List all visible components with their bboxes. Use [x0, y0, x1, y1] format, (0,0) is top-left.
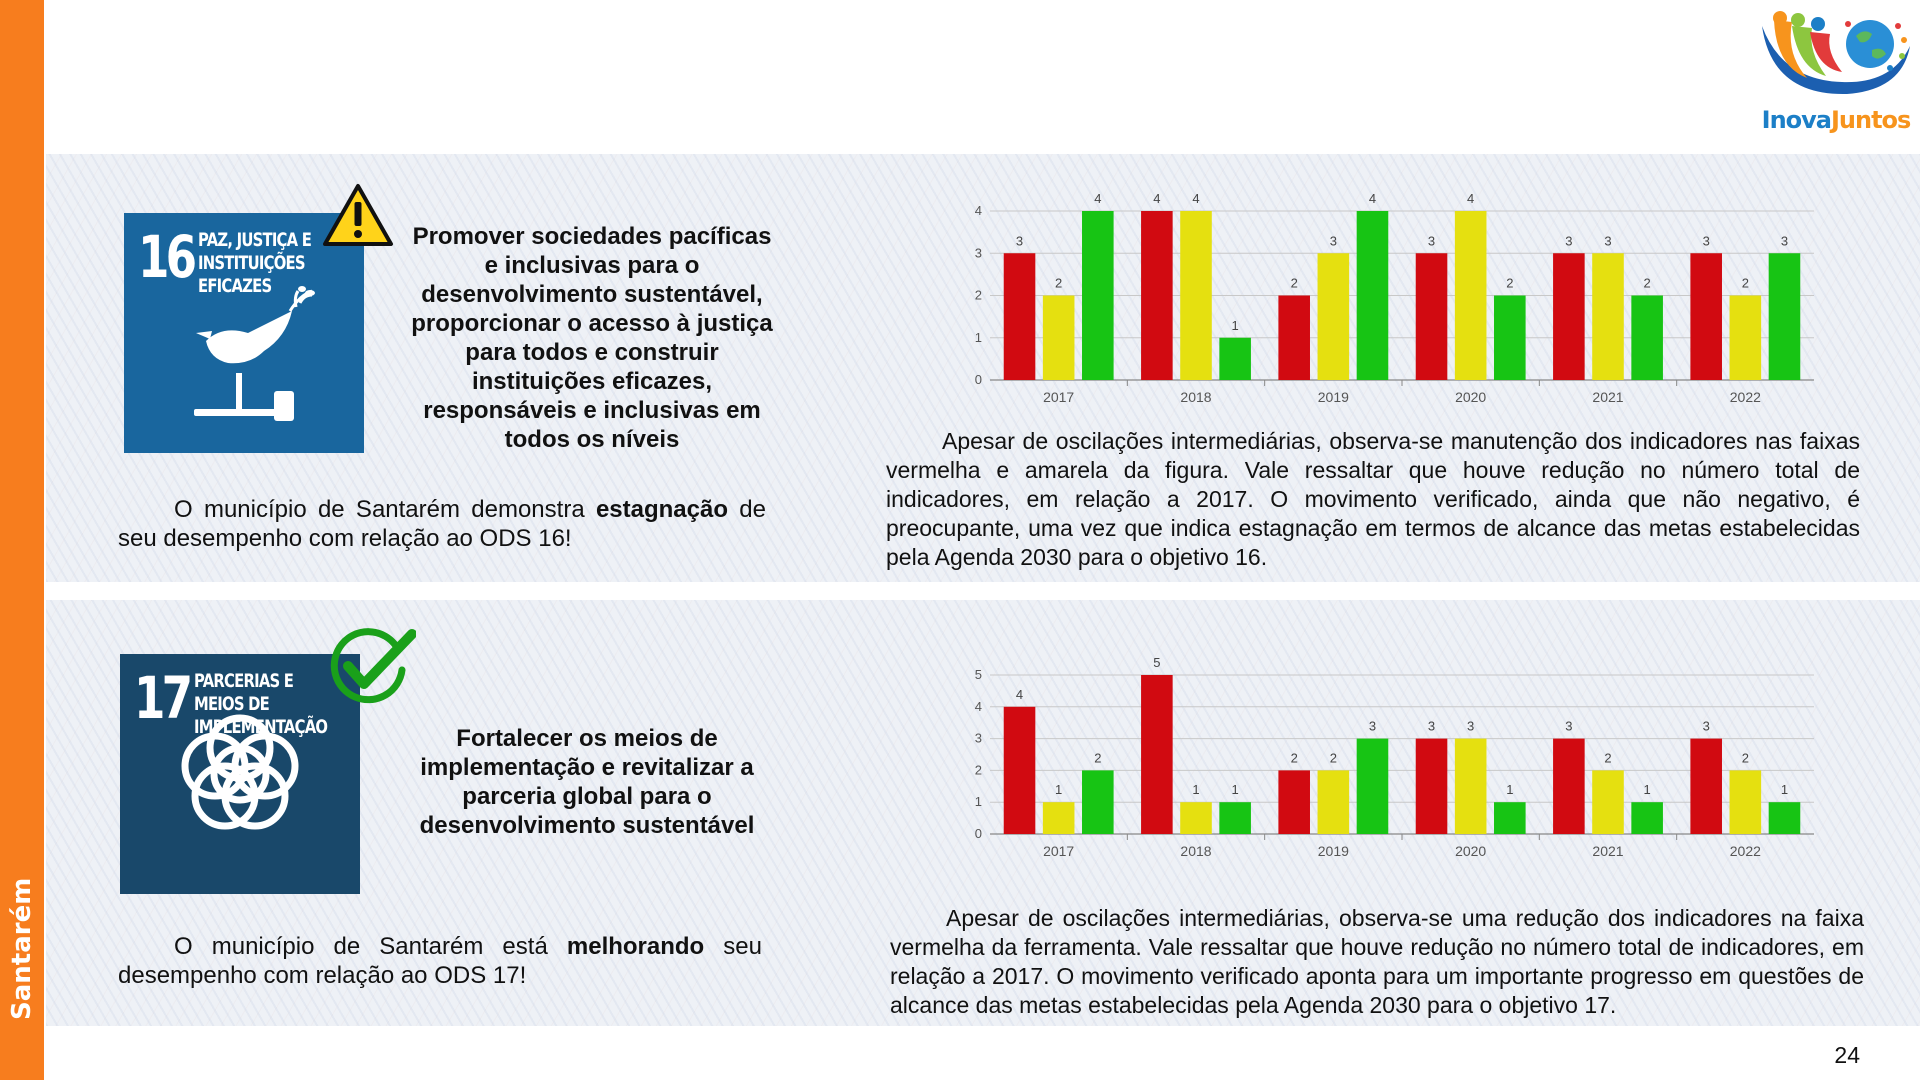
y-tick-label: 0 — [974, 372, 982, 387]
data-label: 1 — [1643, 782, 1651, 798]
bar — [1043, 296, 1075, 381]
dove-gavel-icon — [124, 213, 364, 453]
ods17-analysis-text: Apesar de oscilações intermediárias, observa-se uma redução dos indicadores na faixa vermelha da ferramenta. Vale ressaltar que houve redução no número total de indicadores, em relação a 2017. O movimento verificado aponta para um importante progresso em questões de alcance das metas estabelecidas pela Agenda 2030 para o objetivo 17. — [890, 905, 1864, 1018]
bar — [1769, 802, 1801, 834]
data-label: 2 — [1290, 275, 1298, 291]
data-label: 3 — [1329, 233, 1337, 249]
y-tick-label: 3 — [974, 730, 982, 746]
x-tick-label: 2019 — [1317, 389, 1349, 405]
data-label: 4 — [1094, 191, 1102, 206]
data-label: 4 — [1153, 191, 1161, 206]
bar — [1043, 802, 1075, 834]
y-tick-label: 1 — [974, 329, 982, 345]
x-tick-label: 2022 — [1729, 389, 1761, 405]
sdg17-number: 17 — [134, 664, 190, 732]
sdg16-number: 16 — [138, 223, 194, 291]
ods17-status-word: melhorando — [566, 933, 705, 960]
data-label: 3 — [1565, 233, 1573, 249]
bar — [1592, 253, 1624, 380]
bar — [1769, 253, 1801, 380]
bar — [1494, 802, 1526, 834]
ods16-goal-text: Promover sociedades pacíficas e inclusivas para o desenvolvimento sustentável, proporcionar o acesso à justiça para todos e construir instituições eficazes, responsáveis e inclusivas em todos os níveis — [411, 223, 773, 453]
ods16-analysis-text: Apesar de oscilações intermediárias, observa-se manutenção dos indicadores nas faixas vermelha e amarela da figura. Vale ressaltar que houve redução no número total de indicadores, em relação a 2017. O movimento verificado, ainda que não negativo, é preocupante, uma vez que indica estagnação em termos de alcance das metas estabelecidas pela Agenda 2030 para o objetivo 16. — [886, 428, 1860, 570]
ods17-summary-end: seu desempenho com relação ao ODS 17! — [118, 933, 762, 989]
bar — [1553, 739, 1585, 834]
bar — [1180, 802, 1212, 834]
ods17-goal-text: Fortalecer os meios de implementação e revitalizar a parceria global para o desenvolvimento sustentável — [419, 725, 755, 839]
bar — [1455, 211, 1487, 380]
bar — [1141, 675, 1173, 834]
bar — [1494, 296, 1526, 381]
x-tick-label: 2020 — [1455, 843, 1487, 859]
data-label: 3 — [1015, 233, 1024, 249]
logo-text-juntos: Juntos — [1830, 106, 1911, 134]
data-label: 3 — [1427, 718, 1436, 734]
data-label: 2 — [1741, 275, 1749, 291]
x-tick-label: 2018 — [1180, 389, 1212, 405]
data-label: 2 — [1329, 750, 1337, 766]
logo-graphic — [1752, 6, 1920, 110]
data-label: 2 — [1055, 275, 1063, 291]
data-label: 3 — [1702, 718, 1710, 734]
ods17-summary-start: O município de Santarém está — [174, 933, 567, 960]
bar — [1592, 770, 1624, 834]
inova-juntos-logo — [1752, 6, 1920, 142]
y-tick-label: 1 — [974, 794, 982, 810]
y-tick-label: 4 — [974, 698, 982, 714]
data-label: 4 — [1015, 686, 1024, 702]
data-label: 2 — [1094, 750, 1102, 766]
x-tick-label: 2021 — [1592, 843, 1624, 859]
bar — [1357, 739, 1389, 834]
bar — [1730, 770, 1762, 834]
y-tick-label: 0 — [974, 826, 982, 841]
data-label: 4 — [1467, 191, 1475, 206]
data-label: 2 — [1604, 750, 1612, 766]
x-tick-label: 2017 — [1043, 389, 1075, 405]
bar — [1278, 770, 1310, 834]
bar — [1318, 253, 1350, 380]
bar — [1690, 739, 1722, 834]
bar — [1082, 770, 1114, 834]
data-label: 3 — [1467, 718, 1475, 734]
bar — [1690, 253, 1722, 380]
x-tick-label: 2020 — [1455, 389, 1487, 405]
data-label: 4 — [1368, 191, 1377, 206]
sdg17-icon-tile — [120, 654, 360, 894]
sdg16-title: PAZ, JUSTIÇA E INSTITUIÇÕES EFICAZES — [198, 229, 312, 297]
warning-icon — [322, 182, 394, 248]
bar — [1004, 707, 1036, 834]
x-tick-label: 2022 — [1729, 843, 1761, 859]
data-label: 1 — [1055, 782, 1063, 798]
data-label: 5 — [1153, 655, 1161, 670]
bar — [1082, 211, 1114, 380]
data-label: 3 — [1427, 233, 1436, 249]
bar — [1004, 253, 1036, 380]
ods17-summary — [118, 932, 762, 990]
ods17-bar-chart — [950, 646, 1820, 862]
sdg16-icon-tile — [124, 213, 364, 453]
x-tick-label: 2017 — [1043, 843, 1075, 859]
checkmark-icon — [330, 628, 416, 708]
bar — [1318, 770, 1350, 834]
data-label: 3 — [1604, 233, 1612, 249]
y-tick-label: 4 — [974, 203, 982, 218]
data-label: 2 — [1741, 750, 1749, 766]
bar — [1278, 296, 1310, 381]
ods16-summary-end: de seu desempenho com relação ao ODS 16! — [118, 496, 766, 552]
y-tick-label: 2 — [974, 762, 982, 778]
bar — [1357, 211, 1389, 380]
ods16-summary — [118, 495, 766, 553]
data-label: 3 — [1702, 233, 1710, 249]
logo-text-inova: Inova — [1761, 106, 1831, 134]
data-label: 3 — [1565, 718, 1573, 734]
data-label: 2 — [1290, 750, 1298, 766]
x-tick-label: 2021 — [1592, 389, 1624, 405]
data-label: 1 — [1780, 782, 1789, 798]
bar — [1416, 739, 1448, 834]
bar — [1631, 802, 1663, 834]
bar — [1455, 739, 1487, 834]
data-label: 4 — [1192, 191, 1200, 206]
bar — [1730, 296, 1762, 381]
bar — [1416, 253, 1448, 380]
data-label: 2 — [1506, 275, 1514, 291]
data-label: 3 — [1368, 718, 1377, 734]
logo-wordmark — [1752, 106, 1920, 134]
x-tick-label: 2019 — [1317, 843, 1349, 859]
ods16-status-word: estagnação — [595, 496, 729, 523]
data-label: 1 — [1506, 782, 1514, 798]
data-label: 3 — [1780, 233, 1789, 249]
page-number: 24 — [1834, 1042, 1860, 1068]
bar — [1219, 338, 1251, 380]
bar — [1180, 211, 1212, 380]
x-tick-label: 2018 — [1180, 843, 1212, 859]
bar — [1219, 802, 1251, 834]
sdg17-title: PARCERIAS E MEIOS DE IMPLEMENTAÇÃO — [194, 670, 328, 738]
data-label: 2 — [1643, 275, 1651, 291]
data-label: 1 — [1231, 317, 1239, 333]
y-tick-label: 3 — [974, 245, 982, 261]
data-label: 1 — [1192, 782, 1200, 798]
y-tick-label: 2 — [974, 287, 982, 303]
bar — [1631, 296, 1663, 381]
interlocking-rings-icon — [120, 654, 360, 894]
data-label: 1 — [1231, 782, 1239, 798]
ods16-bar-chart — [950, 180, 1820, 412]
bar — [1141, 211, 1173, 380]
bar — [1553, 253, 1585, 380]
y-tick-label: 5 — [974, 667, 982, 682]
ods16-summary-start: O município de Santarém demonstra — [174, 496, 596, 523]
sidebar-city-label: Santarém — [7, 877, 37, 1020]
